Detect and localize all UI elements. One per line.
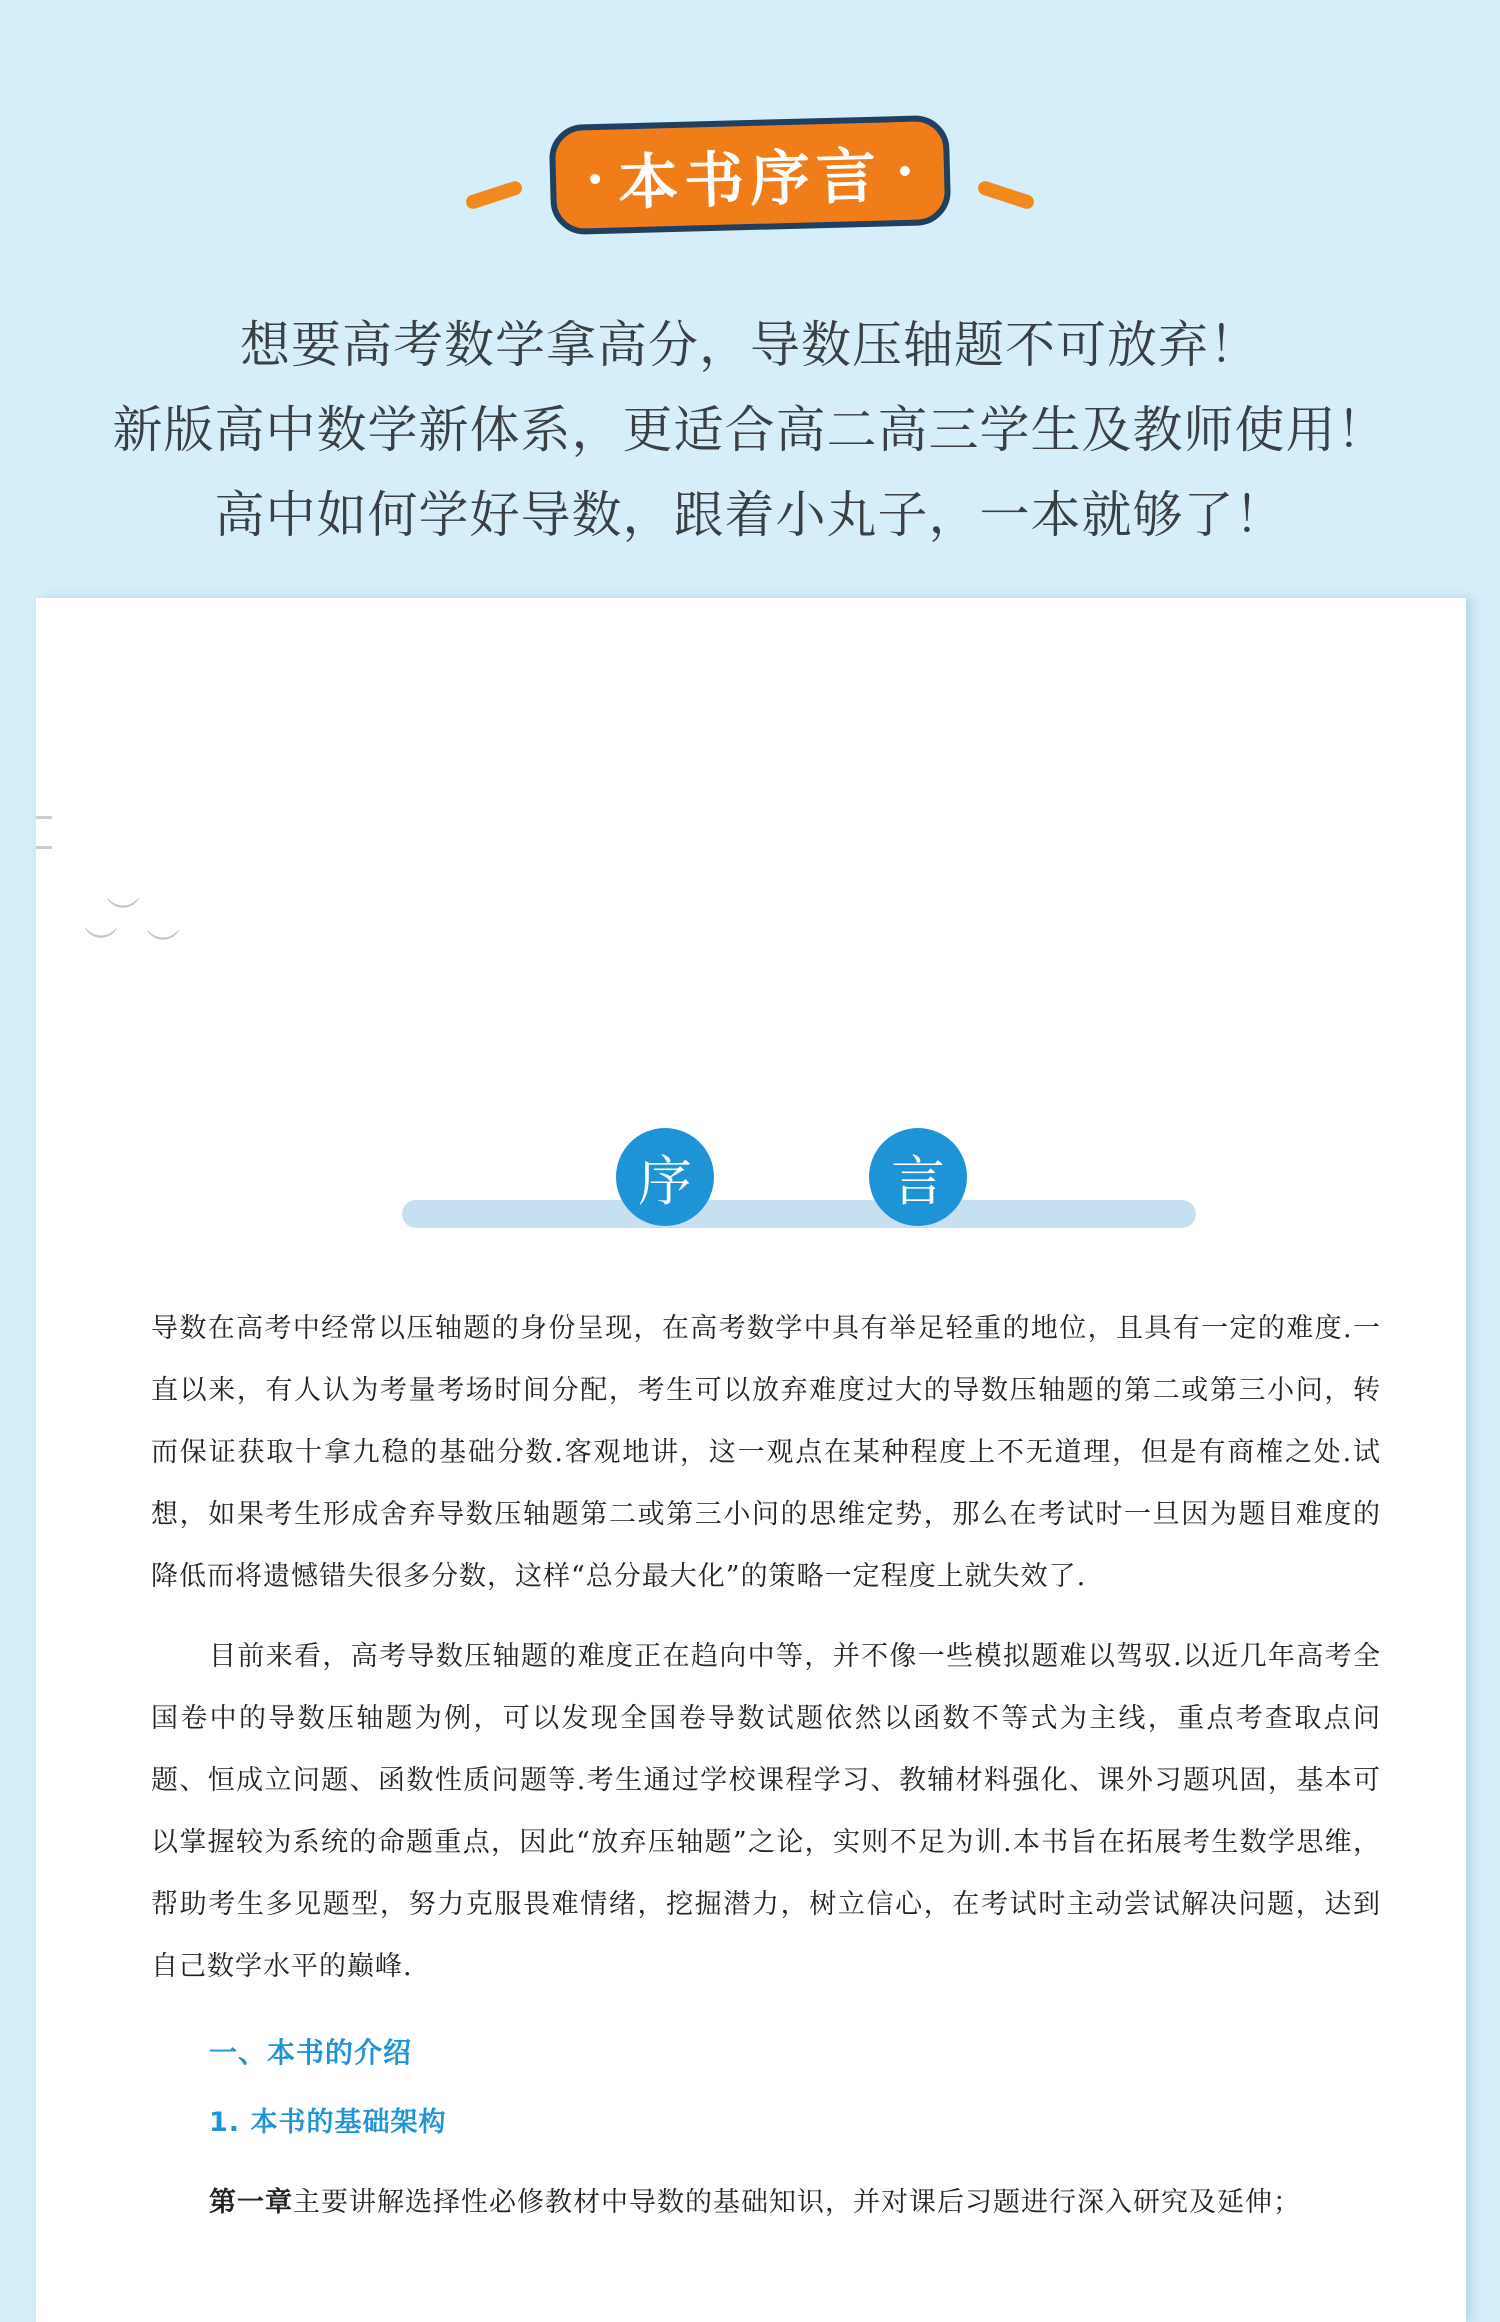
badge-title: 本书序言 <box>617 141 884 219</box>
bird-icon: ︶ <box>106 895 140 935</box>
badge-dot-icon <box>590 174 600 184</box>
bird-icon: ︶ <box>84 925 118 965</box>
chapter-label: 第一章 <box>209 2187 293 2218</box>
section-heading: 一、本书的介绍 <box>209 2036 413 2069</box>
paragraph-1: 导数在高考中经常以压轴题的身份呈现，在高考数学中具有举足轻重的地位，且具有一定的难度.一直以来，有人认为考量考场时间分配，考生可以放弃难度过大的导数压轴题的第二或第三小问，转而保证获取十拿九稳的基础分数.客观地讲，这一观点在某种程度上不无道理，但是有商榷之处.试想，如果考生形成舍弃导数压轴题第二或第三小问的思维定势，那么在考试时一旦因为题目难度的降低而将遗憾错失很多分数，这样“总分最大化”的策略一定程度上就失效了. <box>151 1313 1381 1592</box>
section-badge <box>455 112 1045 242</box>
slogan-line-2: 新版高中数学新体系，更适合高二高三学生及教师使用！ <box>112 401 1388 459</box>
preface-page <box>36 598 1466 2322</box>
chapter-text: 主要讲解选择性必修教材中导数的基础知识，并对课后习题进行深入研究及延伸； <box>293 2187 1301 2218</box>
chapter-description <box>151 2172 1381 2234</box>
preface-body <box>151 1298 1381 2252</box>
preface-title <box>36 1118 1466 1238</box>
badge-dash-left <box>464 179 523 210</box>
title-char-circle: 言 <box>869 1128 967 1226</box>
page-edge-mark <box>36 846 52 849</box>
title-char-circle: 序 <box>616 1128 714 1226</box>
bird-icon: ︶ <box>146 927 180 967</box>
slogan-line-1: 想要高考数学拿高分，导数压轴题不可放弃！ <box>240 316 1260 374</box>
badge-dot-icon <box>900 166 910 176</box>
badge-ribbon <box>549 115 952 235</box>
subsection-heading: 1. 本书的基础架构 <box>209 2107 447 2138</box>
page-edge-mark <box>36 816 52 819</box>
title-underline-bar <box>402 1200 1196 1228</box>
slogan-line-3: 高中如何学好导数，跟着小丸子，一本就够了！ <box>214 486 1286 544</box>
badge-dash-right <box>976 179 1035 210</box>
paragraph-2: 目前来看，高考导数压轴题的难度正在趋向中等，并不像一些模拟题难以驾驭.以近几年高考全国卷中的导数压轴题为例，可以发现全国卷导数试题依然以函数不等式为主线，重点考查取点问题、恒成立问题、函数性质问题等.考生通过学校课程学习、教辅材料强化、课外习题巩固，基本可以掌握较为系统的命题重点，因此“放弃压轴题”之论，实则不足为训.本书旨在拓展考生数学思维，帮助考生多见题型，努力克服畏难情绪，挖掘潜力，树立信心，在考试时主动尝试解决问题，达到自己数学水平的巅峰. <box>151 1641 1381 1982</box>
intro-banner <box>0 0 1500 600</box>
